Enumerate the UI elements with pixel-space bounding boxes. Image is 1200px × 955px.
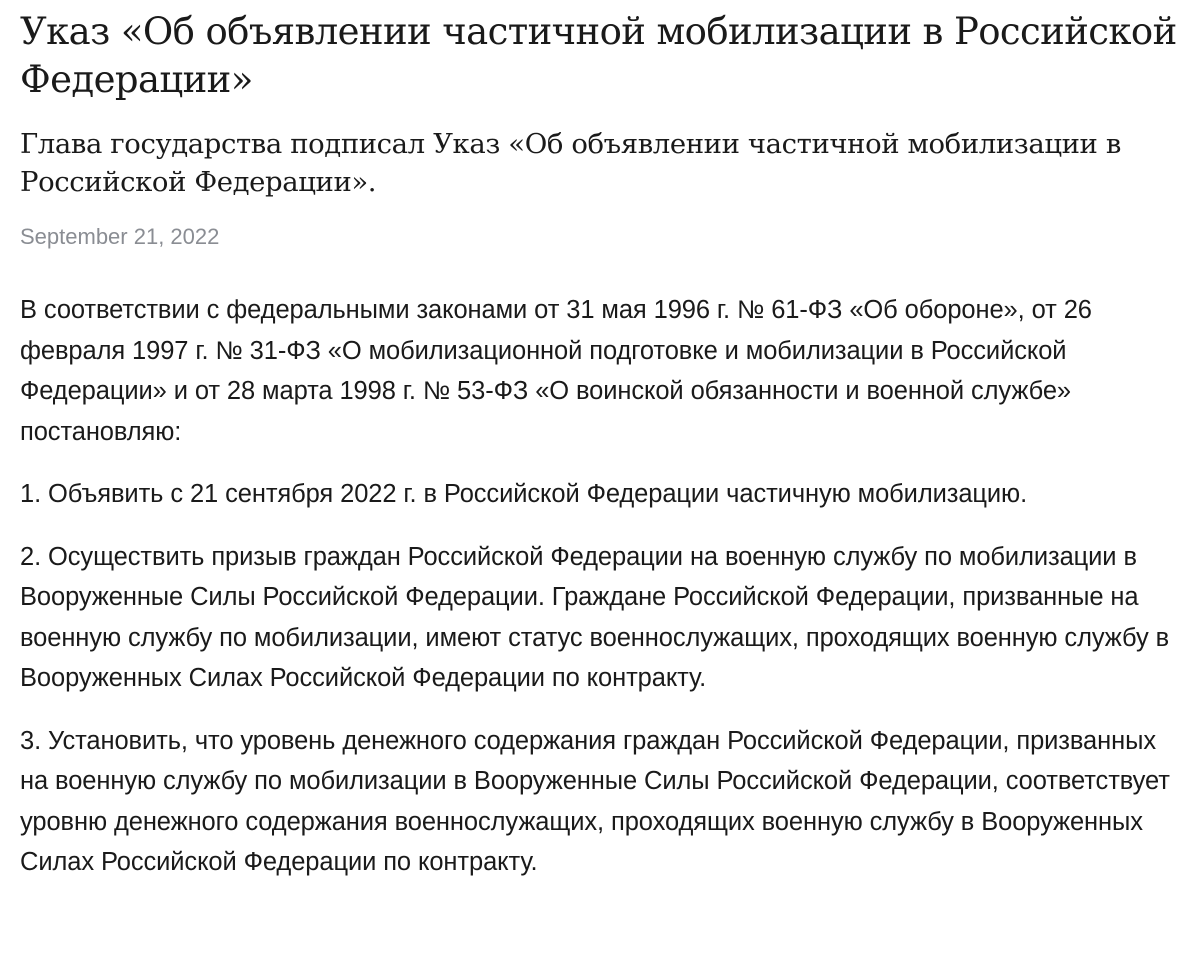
paragraph-preamble: В соответствии с федеральными законами от 31 мая 1996 г. № 61-ФЗ «Об обороне», от 26 февраля 1997 г. № 31-ФЗ «О мобилизационной подготовке и мобилизации в Российской Федерации» и от 28 марта 1998 г. № 53-ФЗ «О воинской обязанности и военной службе» постановляю: xyxy=(20,296,1092,446)
paragraph-item-1: 1. Объявить с 21 сентября 2022 г. в Российской Федерации частичную мобилизацию. xyxy=(20,480,1028,508)
article-title: Указ «Об объявлении частичной мобилизации в Российской Федерации» xyxy=(20,10,1177,101)
publication-date: September 21, 2022 xyxy=(20,224,220,249)
article xyxy=(20,8,1178,883)
article-lead: Глава государства подписал Указ «Об объявлении частичной мобилизации в Российской Федерации». xyxy=(20,128,1121,198)
paragraph-item-3: 3. Установить, что уровень денежного содержания граждан Российской Федерации, призванных на военную службу по мобилизации в Вооруженные Силы Российской Федерации, соответствует уровню денежного содержания военнослужащих, проходящих военную службу в Вооруженных Силах Российской Федерации по контракту. xyxy=(20,726,1170,876)
paragraph-item-2: 2. Осуществить призыв граждан Российской Федерации на военную службу по мобилизации в Вооруженные Силы Российской Федерации. Граждане Российской Федерации, призванные на военную службу по мобилизации, имеют статус военнослужащих, проходящих военную службу в Вооруженных Силах Российской Федерации по контракту. xyxy=(20,542,1170,692)
